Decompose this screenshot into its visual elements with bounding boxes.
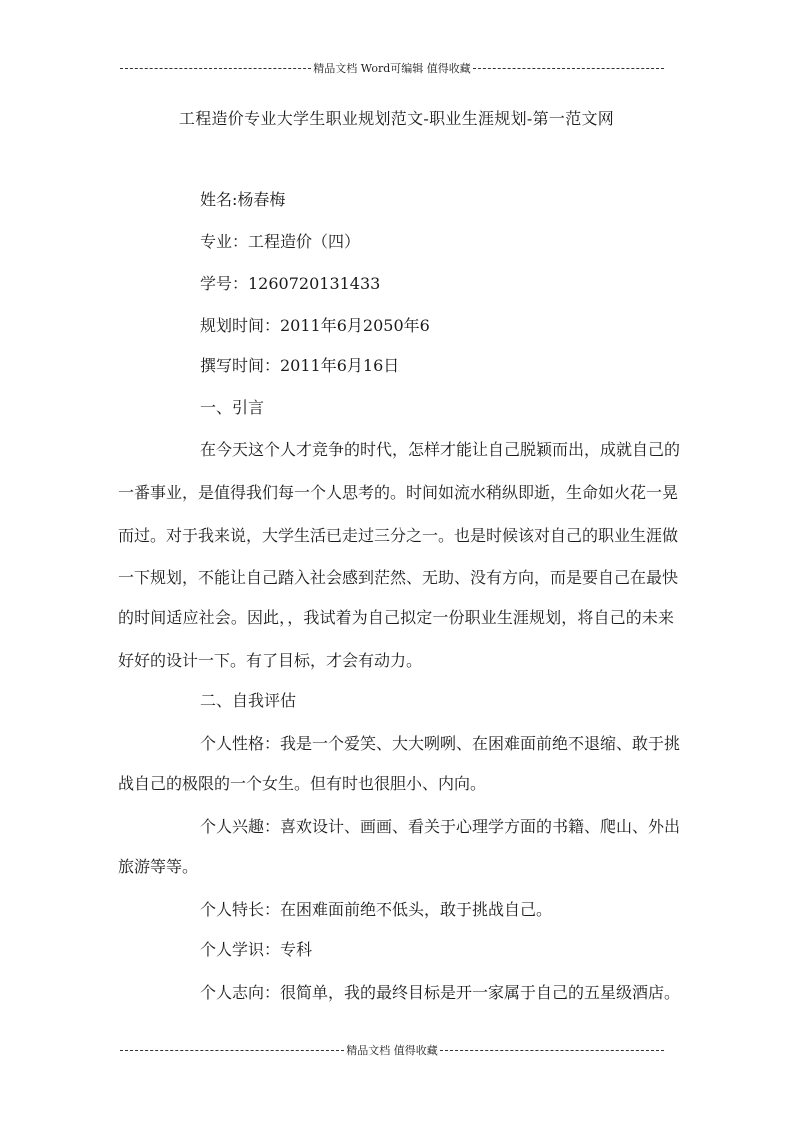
header-dash-left [120, 68, 311, 69]
intro-line-1: 在今天这个人才竞争的时代，怎样才能让自己脱颖而出，成就自己的 [200, 440, 681, 459]
info-name: 姓名:杨春梅 [200, 190, 286, 209]
personality-line-1: 个人性格：我是一个爱笑、大大咧咧、在困难面前绝不退缩、敢于挑 [200, 734, 681, 753]
header-dash-right [473, 68, 664, 69]
info-major: 专业：工程造价（四） [200, 232, 361, 251]
interest-line-1: 个人兴趣：喜欢设计、画画、看关于心理学方面的书籍、爬山、外出 [200, 817, 681, 836]
info-write-time: 撰写时间：2011年6月16日 [200, 356, 400, 375]
header-text: 精品文档 Word可编辑 值得收藏 [313, 62, 471, 75]
ambition-line: 个人志向：很简单，我的最终目标是开一家属于自己的五星级酒店。 [200, 983, 681, 1002]
info-plan-time: 规划时间：2011年6月2050年6 [200, 316, 430, 335]
info-student-id: 学号：1260720131433 [200, 274, 381, 293]
interest-line-2: 旅游等等。 [118, 857, 199, 876]
intro-heading: 一、引言 [200, 398, 265, 417]
footer-dash-right [440, 1050, 664, 1051]
footer-dash-left [120, 1050, 344, 1051]
personality-line-2: 战自己的极限的一个女生。但有时也很胆小、内向。 [118, 774, 487, 793]
intro-line-4: 一下规划，不能让自己踏入社会感到茫然、无助、没有方向，而是要自己在最快 [118, 568, 679, 587]
intro-line-5: 的时间适应社会。因此，，我试着为自己拟定一份职业生涯规划，将自己的未来 [118, 608, 674, 627]
page-footer [118, 1042, 666, 1058]
education-line: 个人学识：专科 [200, 940, 313, 959]
strength-line: 个人特长：在困难面前绝不低头，敢于挑战自己。 [200, 900, 553, 919]
footer-text: 精品文档 值得收藏 [346, 1044, 438, 1057]
intro-line-6: 好好的设计一下。有了目标，才会有动力。 [118, 651, 423, 670]
document-title: 工程造价专业大学生职业规划范文-职业生涯规划-第一范文网 [178, 109, 615, 128]
page-header [118, 60, 666, 76]
intro-line-2: 一番事业，是值得我们每一个人思考的。时间如流水稍纵即逝，生命如火花一晃 [118, 483, 679, 502]
intro-line-3: 而过。对于我来说，大学生活已走过三分之一。也是时候该对自己的职业生涯做 [118, 526, 679, 545]
self-heading: 二、自我评估 [200, 691, 297, 710]
